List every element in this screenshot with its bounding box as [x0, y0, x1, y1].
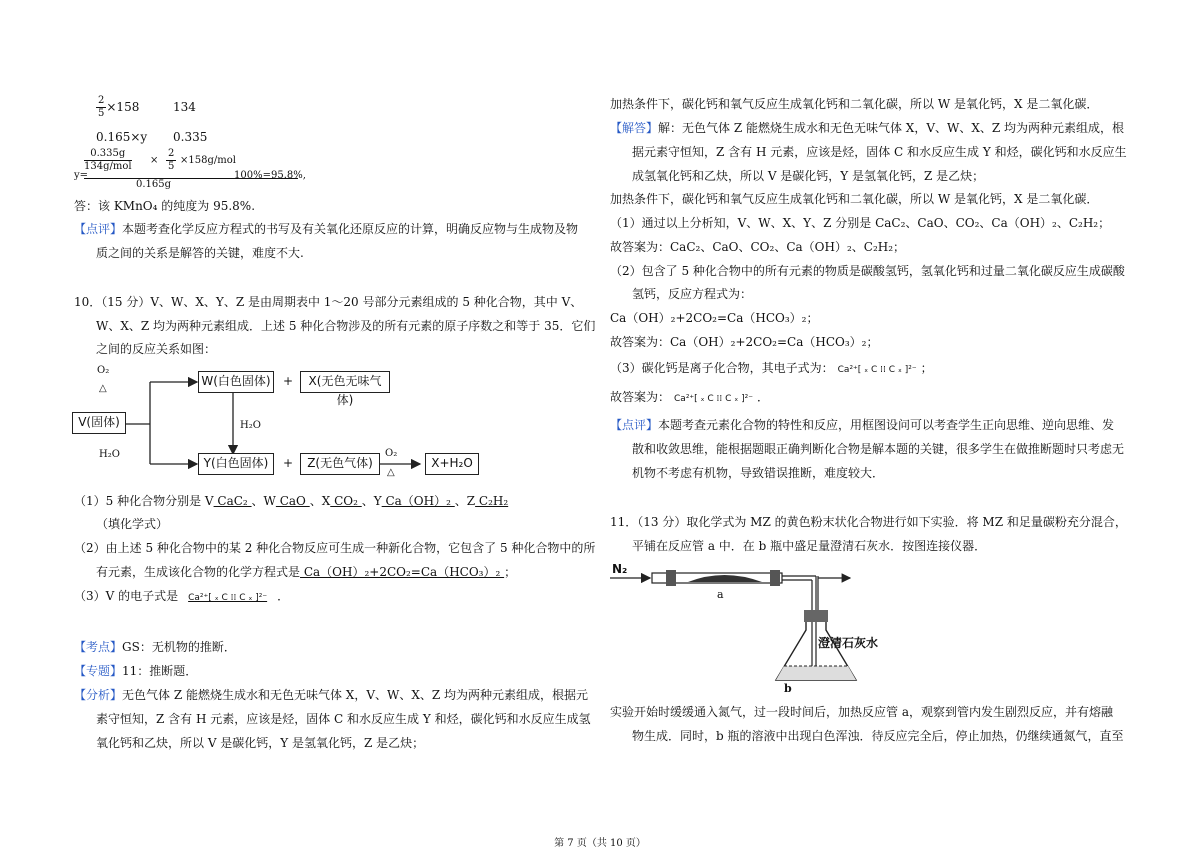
arrow-label-h2o-bottom: H₂O: [99, 449, 120, 460]
jieda-line1: 【解答】解：无色气体 Z 能燃烧生成水和无色无味气体 X，V、W、X、Z 均为两种元素组成，根: [610, 121, 1125, 135]
y-numerator: 0.335g 134g/mol × $\frac{2}{5}$ ×158g/mol: [84, 148, 298, 179]
fenxi-tag: 【分析】: [74, 688, 123, 702]
arrow-label-o2-bottom: O₂: [385, 448, 398, 459]
fenxi-line2: 素守恒知，Z 含有 H 元素，应该是烃，固体 C 和水反应生成 Y 和烃，碳化钙和水反应生成氢: [96, 712, 591, 726]
calc-row2-value: 0.335: [173, 130, 208, 144]
electron-formula-left: Ca²⁺[ ₓ C ⁞⁞ C ₓ ]²⁻: [188, 593, 268, 603]
box-y: Y(白色固体): [198, 453, 274, 475]
plus-bottom: +: [283, 456, 294, 470]
right-line1: 加热条件下，碳化钙和氧气反应生成氧化钙和二氧化碳，所以 W 是氧化钙，X 是二氧化碳．: [610, 97, 1099, 111]
arrow-label-delta-bottom: △: [387, 467, 395, 478]
fenxi-line1: 【分析】无色气体 Z 能燃烧生成水和无色无味气体 X，V、W、X、Z 均为两种元素组成，根据元: [74, 688, 589, 702]
kaodian-line: 【考点】GS：无机物的推断．: [74, 640, 236, 654]
right-line7: 故答案为：CaC₂、CaO、CO₂、Ca（OH）₂、C₂H₂；: [610, 240, 906, 254]
jieda-line2: 据元素守恒知，Z 含有 H 元素，应该是烃，固体 C 和水反应生成 Y 和烃，碳化钙和水反应生: [632, 145, 1127, 159]
right-line10: Ca（OH）₂+2CO₂=Ca（HCO₃）₂；: [610, 311, 819, 325]
q11-line4: 物生成．同时，b 瓶的溶液中出现白色浑浊．待反应完全后，停止加热，仍继续通氮气，直至: [632, 729, 1124, 743]
page-footer: 第 7 页（共 10 页）: [554, 838, 646, 849]
dianping-tag: 【点评】: [74, 222, 123, 236]
dianping-right-tag: 【点评】: [610, 418, 659, 432]
dianping-right-line2: 散和收敛思维，能根据题眼正确判断化合物是解本题的关键，很多学生在做推断题时只考虑无: [632, 442, 1125, 456]
right-line5: 加热条件下，碳化钙和氧气反应生成氧化钙和二氧化碳，所以 W 是氧化钙，X 是二氧化碳．: [610, 192, 1099, 206]
plus-top: +: [283, 374, 294, 388]
n2-label: N₂: [612, 562, 628, 576]
dianping-line2: 质之间的关系是解答的关键，难度不大.: [96, 246, 304, 260]
kaodian-tag: 【考点】: [74, 640, 123, 654]
right-line6: （1）通过以上分析知，V、W、X、Y、Z 分别是 CaC₂、CaO、CO₂、Ca（OH）₂、C₂H₂；: [610, 216, 1111, 230]
right-line13: 故答案为： Ca²⁺[ ₓ C ⁞⁞ C ₓ ]²⁻ ．: [610, 390, 770, 404]
q11-line3: 实验开始时缓缓通入氮气，过一段时间后，加热反应管 a，观察到管内发生剧烈反应，并有熔融: [610, 705, 1113, 719]
box-x-h2o: X+H₂O: [425, 453, 479, 475]
answer-line: 答：该 KMnO₄ 的纯度为 95.8%.: [74, 199, 256, 213]
calc-row2: 0.165×y: [96, 130, 148, 144]
apparatus-drawing: [604, 558, 864, 698]
dianping-right-line1: 【点评】本题考查元素化合物的特性和反应，用框图设问可以考查学生正向思维、逆向思维、发: [610, 418, 1115, 432]
calc-row1-value: 134: [173, 100, 196, 114]
tube-a-label: a: [717, 588, 724, 601]
arrow-label-delta-top: △: [99, 383, 107, 394]
q10-answer2-line2: 有元素，生成该化合物的化学方程式是 Ca（OH）₂+2CO₂=Ca（HCO₃）₂ ；: [96, 565, 517, 579]
electron-formula-right-1: Ca²⁺[ ₓ C ⁞⁞ C ₓ ]²⁻: [837, 365, 917, 375]
q10-answer1-note: （填化学式）: [96, 517, 169, 531]
q11-line1: 11．（13 分）取化学式为 MZ 的黄色粉末状化合物进行如下实验．将 MZ 和足量碳粉充分混合，: [610, 515, 1127, 529]
flask-b-label: b: [784, 682, 792, 695]
calc-row1: $\frac{2}{5}$ ×158: [98, 95, 140, 119]
fenxi-line3: 氧化钙和乙炔，所以 V 是碳化钙，Y 是氢氧化钙，Z 是乙炔；: [96, 736, 425, 750]
q10-line3: 之间的反应关系如图：: [96, 342, 217, 356]
right-line8: （2）包含了 5 种化合物中的所有元素的物质是碳酸氢钙，氢氧化钙和过量二氧化碳反应生成碳酸: [610, 264, 1125, 278]
jieda-tag: 【解答】: [610, 121, 659, 135]
q11-line2: 平铺在反应管 a 中．在 b 瓶中盛足量澄清石灰水．按图连接仪器．: [632, 539, 987, 553]
box-x: X(无色无味气体): [300, 371, 390, 393]
box-z: Z(无色气体): [300, 453, 380, 475]
box-v: V(固体): [72, 412, 126, 434]
right-line11: 故答案为：Ca（OH）₂+2CO₂=Ca（HCO₃）₂；: [610, 335, 879, 349]
dianping-right-line3: 机物不考虑有机物，导致错误推断，难度较大．: [632, 466, 885, 480]
q10-answer2-line1: （2）由上述 5 种化合物中的某 2 种化合物反应可生成一种新化合物，它包含了 5 种化合物中的所: [74, 541, 596, 555]
arrow-label-h2o-middle: H₂O: [240, 420, 261, 431]
right-line12: （3）碳化钙是离子化合物，其电子式为： Ca²⁺[ ₓ C ⁞⁞ C ₓ ]²⁻ ；: [610, 361, 933, 375]
arrow-label-o2-top: O₂: [97, 365, 110, 376]
limewater-label: 澄清石灰水: [818, 636, 879, 650]
q10-line1: 10．（15 分）V、W、X、Y、Z 是由周期表中 1～20 号部分元素组成的 5 种化合物，其中 V、: [74, 295, 583, 309]
fraction-2-5: $\frac{2}{5}$: [98, 95, 105, 119]
q10-answer1: （1）5 种化合物分别是 V CaC₂ 、W CaO 、X CO₂ 、Y Ca（OH）₂ 、Z C₂H₂: [74, 494, 509, 508]
q10-answer3: （3）V 的电子式是 Ca²⁺[ ₓ C ⁞⁞ C ₓ ]²⁻ ．: [74, 589, 290, 603]
zhuanti-tag: 【专题】: [74, 664, 123, 678]
box-w: W(白色固体): [198, 371, 274, 393]
jieda-line3: 成氢氧化钙和乙炔，所以 V 是碳化钙，Y 是氢氧化钙，Z 是乙炔；: [632, 169, 985, 183]
zhuanti-line: 【专题】11：推断题．: [74, 664, 198, 678]
electron-formula-right-2: Ca²⁺[ ₓ C ⁞⁞ C ₓ ]²⁻: [674, 394, 753, 404]
dianping-line1: 【点评】本题考查化学反应方程式的书写及有关氧化还原反应的计算，明确反应物与生成物及物: [74, 222, 579, 236]
q10-line2: W、X、Z 均为两种元素组成．上述 5 种化合物涉及的所有元素的原子序数之和等于 35．它们: [96, 319, 596, 333]
right-line9: 氢钙，反应方程式为：: [632, 287, 753, 301]
